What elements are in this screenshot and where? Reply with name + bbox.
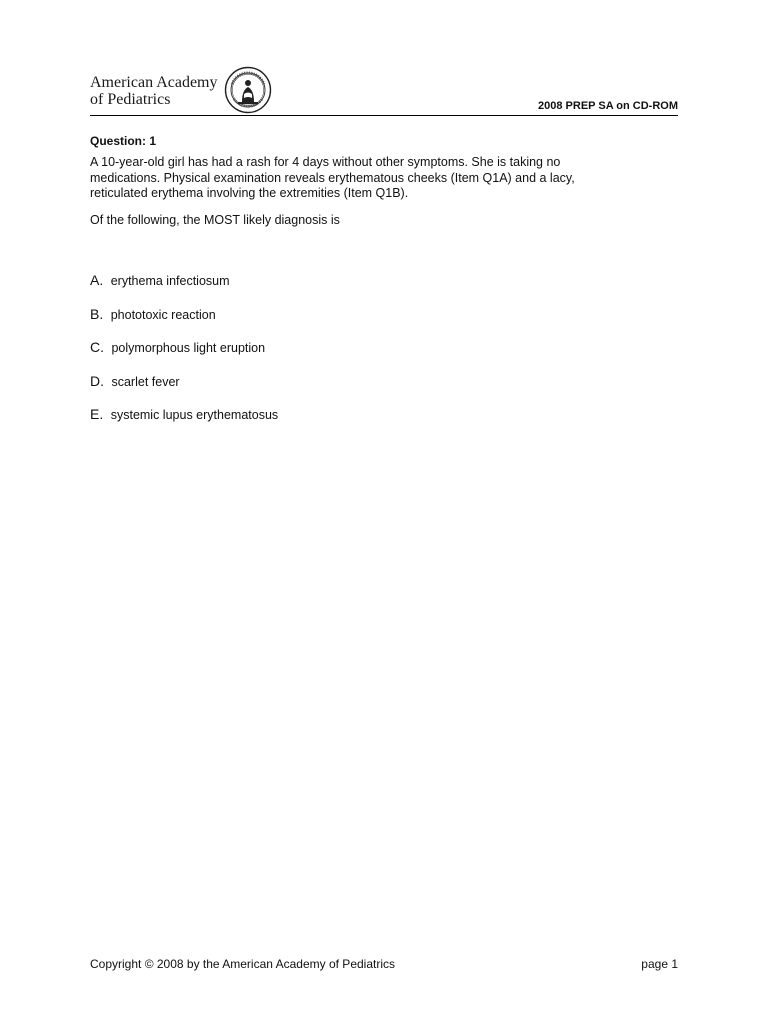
option-letter: C. — [90, 339, 104, 355]
document-title: 2008 PREP SA on CD-ROM — [538, 100, 678, 112]
organization-name-line-1: American Academy — [90, 74, 218, 91]
option-text: erythema infectiosum — [110, 274, 230, 288]
option-text: polymorphous light eruption — [111, 341, 266, 355]
option-letter: B. — [90, 305, 104, 322]
option-letter: E. — [90, 406, 104, 422]
answer-option-e[interactable] — [90, 406, 278, 440]
answer-option-d[interactable] — [90, 373, 278, 407]
aap-seal-icon — [224, 66, 272, 114]
option-letter: D. — [90, 372, 104, 389]
option-text: phototoxic reaction — [110, 307, 216, 322]
header-divider — [90, 115, 678, 116]
copyright-notice: Copyright © 2008 by the American Academy of Pediatrics — [90, 957, 395, 971]
page-number: page 1 — [641, 957, 678, 971]
question-prompt: Of the following, the MOST likely diagnosis is — [90, 213, 340, 227]
answer-option-b[interactable] — [90, 306, 278, 340]
answer-option-a[interactable] — [90, 272, 278, 306]
question-label: Question: 1 — [90, 134, 157, 148]
question-stem: A 10-year-old girl has had a rash for 4 days without other symptoms. She is taking no medications. Physical examination reveals erythematous cheeks (Item Q1A) and a lacy, reticulated erythema involving the extremities (Item Q1B). — [90, 155, 575, 200]
organization-name — [90, 74, 218, 108]
organization-name-line-2: of Pediatrics — [90, 91, 171, 108]
answer-options — [90, 272, 278, 440]
answer-option-c[interactable] — [90, 339, 278, 373]
option-text: systemic lupus erythematosus — [110, 408, 279, 422]
option-letter: A. — [90, 272, 104, 288]
option-text: scarlet fever — [111, 374, 180, 389]
